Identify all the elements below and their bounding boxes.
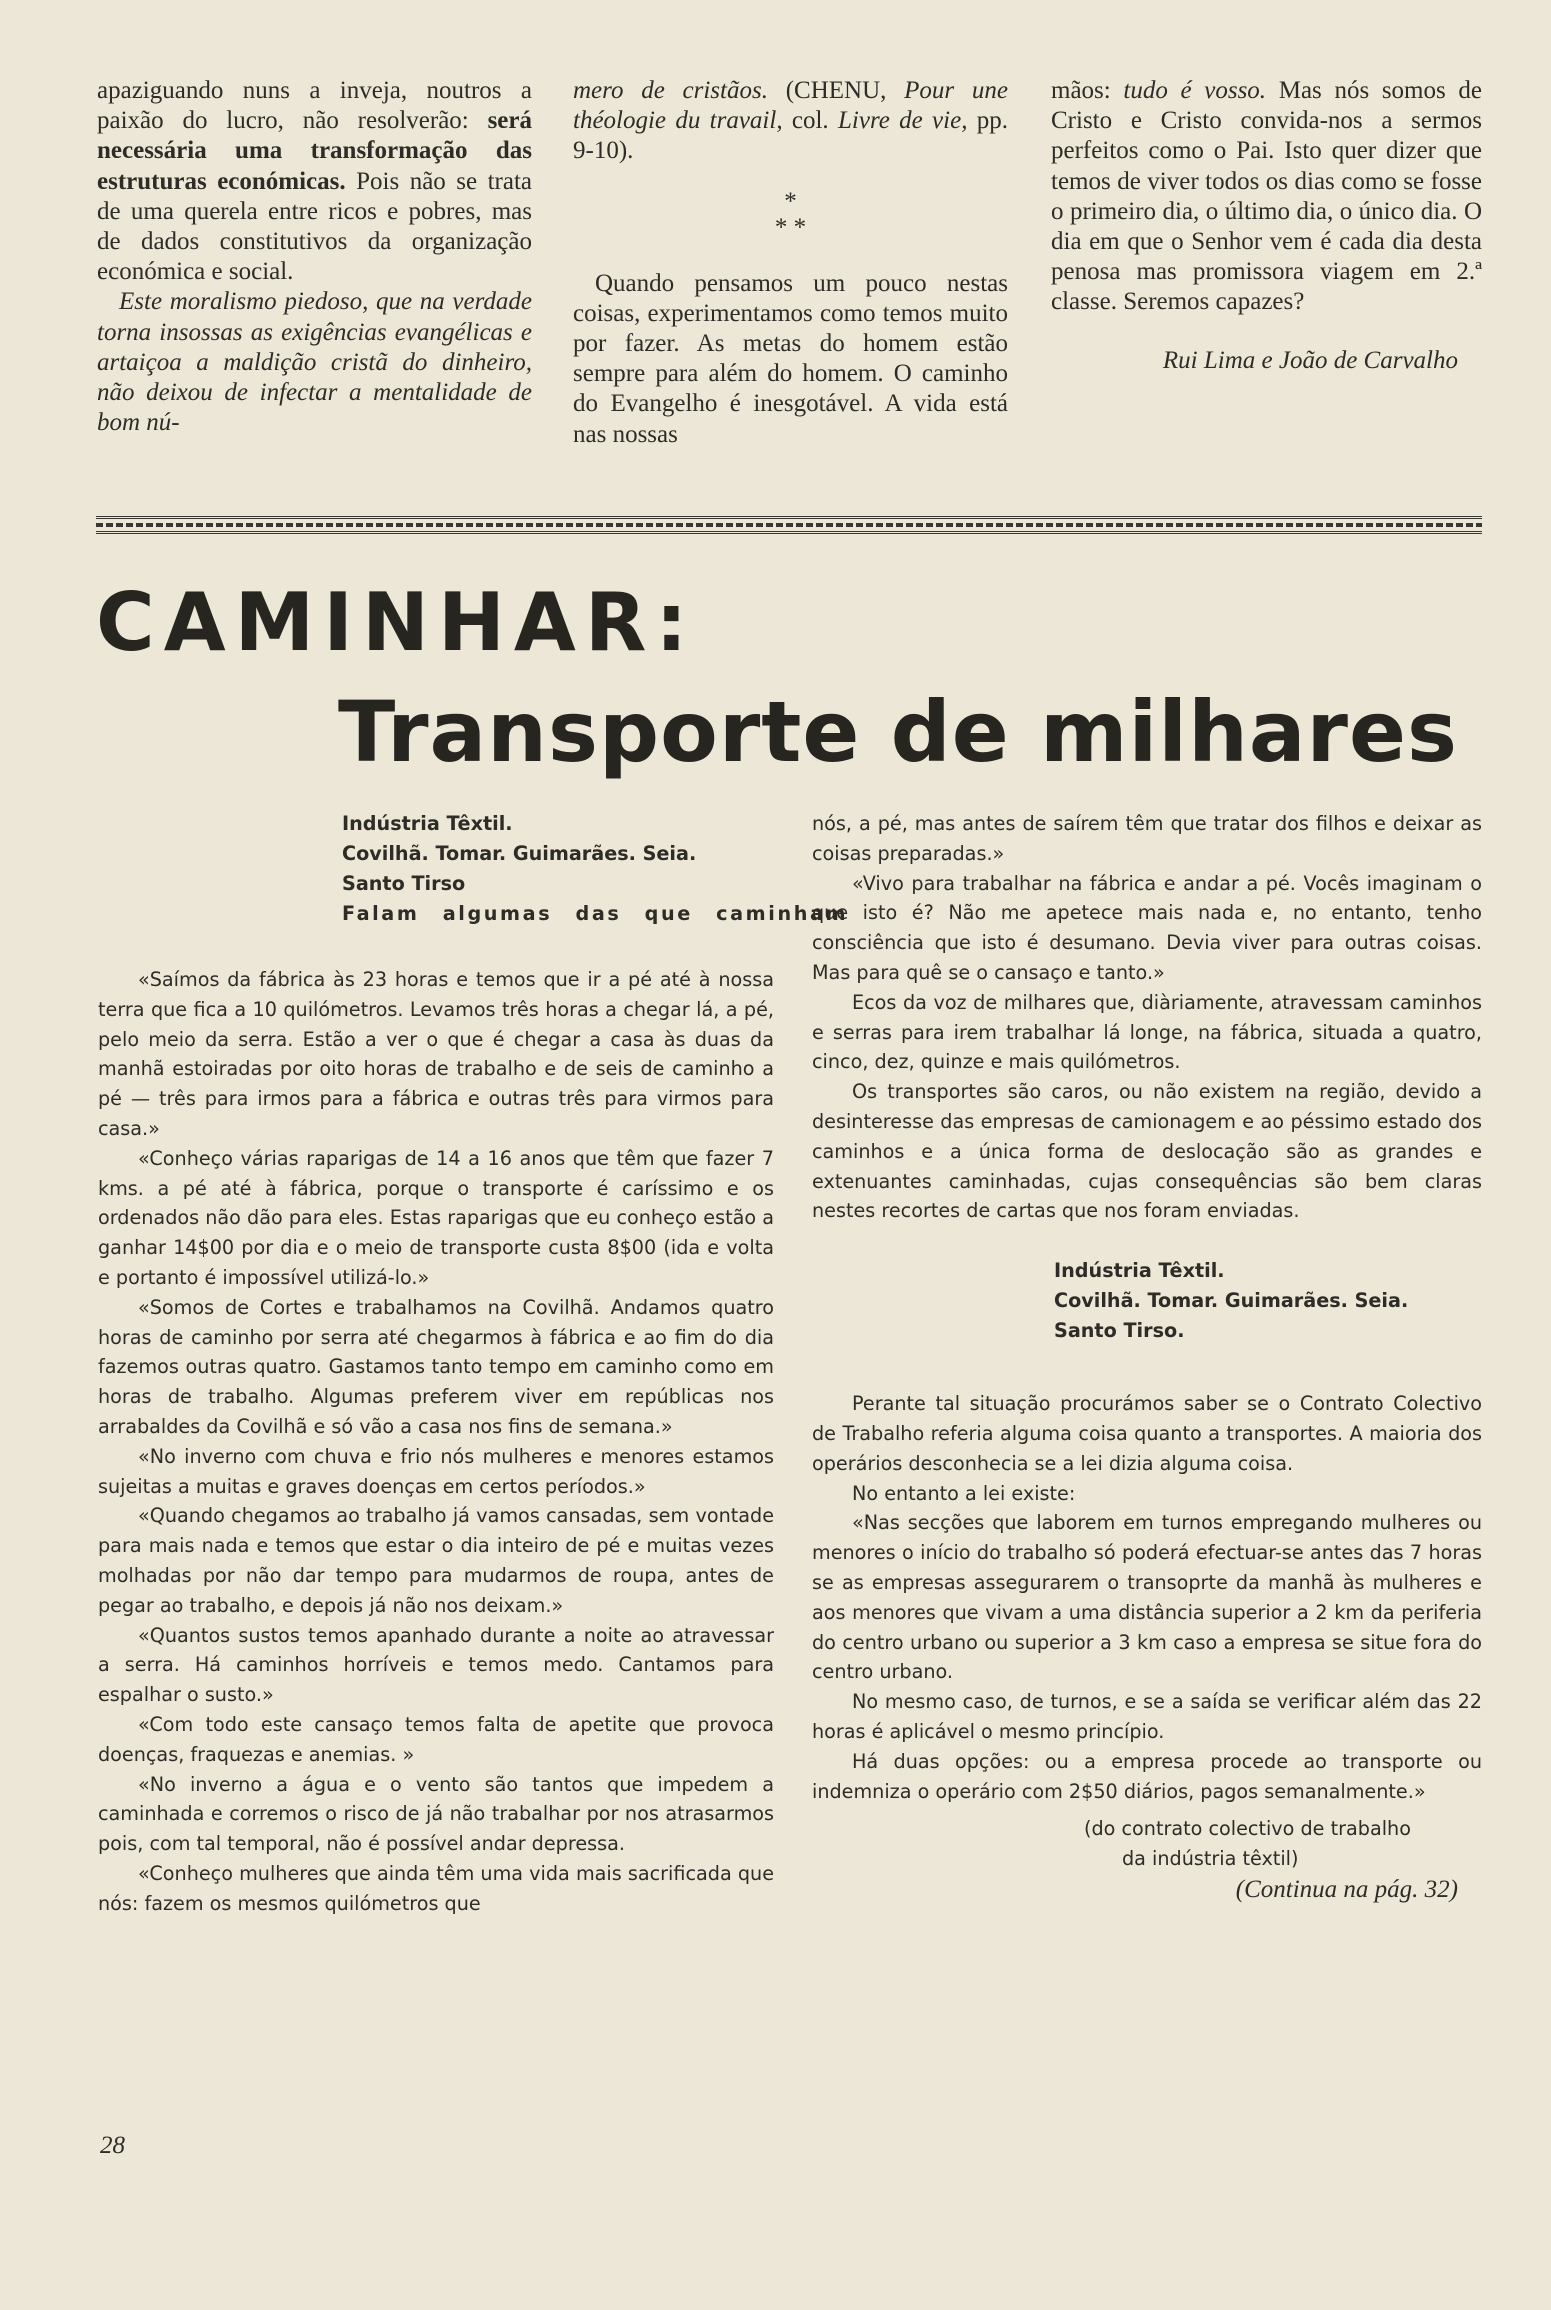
testimony-paragraph: «Vivo para trabalhar na fábrica e andar a pé. Vocês imaginam o que isto é? Não me apetece mais nada e, no entanto, tenho consciência que isto é desumano. Devia viver para outras coisas. Mas para quê se o cansaço e tanto.»	[812, 871, 1482, 984]
testimony-paragraph: nós, a pé, mas antes de saírem têm que tratar dos filhos e deixar as coisas preparadas.»	[812, 812, 1482, 865]
testimony-paragraph: «No inverno com chuva e frio nós mulheres e menores estamos sujeitas a muitas e graves doenças em certos períodos.»	[98, 1444, 774, 1498]
previous-article-paragraph	[97, 287, 532, 438]
heading-line: Falam algumas das que caminham	[342, 902, 849, 925]
previous-article-paragraph	[1051, 76, 1482, 318]
page-number: 28	[100, 2132, 125, 2159]
source-line: (do contrato colectivo de trabalho	[1084, 1817, 1411, 1841]
text-run: Mas nós somos de Cristo e Cristo convida-nos a sermos perfeitos como o Pai. Isto quer dizer que temos de viver todos os dias como se fosse o primeiro dia, o último dia, o único dia. O dia em que o Senhor vem é cada dia desta penosa mas promissora viagem em 2.ª classe. Seremos capazes?	[1051, 77, 1482, 316]
previous-article-column-3	[1051, 76, 1482, 376]
article-paragraph: No entanto a lei existe:	[852, 1481, 1076, 1505]
text-run: mãos:	[1051, 77, 1124, 104]
article-paragraph: Ecos da voz de milhares que, diàriamente, atravessam caminhos e serras para irem trabalhar lá longe, na fábrica, situada a quatro, cinco, dez, quinze e mais quilómetros.	[812, 990, 1482, 1074]
testimony-paragraph: «Quantos sustos temos apanhado durante a noite ao atravessar a serra. Há caminhos horríveis e temos medo. Cantamos para espalhar o susto.»	[98, 1623, 774, 1707]
article-heading-block	[1054, 1256, 1482, 1346]
bold-text-run: será necessária uma transformação das estruturas económicas.	[97, 107, 532, 195]
italic-text-run: mero de cristãos.	[573, 77, 768, 104]
continued-on-page-note: (Continua na pág. 32)	[1235, 1875, 1458, 1903]
asterisk-line: *	[784, 187, 797, 215]
source-citation	[812, 1814, 1482, 1874]
previous-article-paragraph	[97, 76, 532, 287]
law-quote-paragraph: «Nas secções que laborem em turnos empregando mulheres ou menores o início do trabalho só poderá efectuar-se antes das 7 horas se as empresas assegurarem o transoprte da manhã às mulheres e aos menores que vivam a uma distância superior a 2 km da periferia do centro urbano ou superior a 3 km caso a empresa se situe fora do centro urbano.	[812, 1511, 1482, 1684]
previous-article-paragraph: Quando pensamos um pouco nestas coisas, experimentamos como temos muito por fazer. As metas do homem estão sempre para além do homem. O caminho do Evangelho é inesgotável. A vida está nas nossas	[573, 269, 1008, 448]
testimony-paragraph: «Conheço várias raparigas de 14 a 16 anos que têm que fazer 7 kms. a pé até à fábrica, porque o transporte é caríssimo e os ordenados não dão para eles. Estas raparigas que eu conheço estão a ganhar 14$00 por dia e o meio de transporte custa 8$00 (ida e volta e portanto é impossível utilizá-lo.»	[98, 1146, 774, 1289]
text-run: Pois não se trata de uma querela entre ricos e pobres, mas de dados constitutivos da organização económica e social.	[97, 167, 532, 286]
article-title: CAMINHAR:	[96, 576, 697, 669]
chenu-citation	[573, 76, 1008, 167]
text-run: apaziguando nuns a inveja, noutros a paixão do lucro, não resolverão:	[97, 77, 532, 135]
testimony-paragraph: «No inverno a água e o vento são tantos que impedem a caminhada e corremos o risco de já não trabalhar por nos atrasarmos pois, com tal temporal, não é possível andar depressa.	[98, 1772, 774, 1856]
previous-article-column-1	[97, 76, 532, 438]
article-column-2	[812, 809, 1482, 1906]
testimony-paragraph: «Quando chegamos ao trabalho já vamos cansadas, sem vontade para mais nada e temos que estar o dia inteiro de pé e muitas vezes molhadas por não dar tempo para mudarmos de roupa, antes de pegar ao trabalho, e depois já não nos deixam.»	[98, 1504, 774, 1617]
article-column-1	[98, 809, 849, 1919]
article-heading-block	[342, 809, 849, 929]
heading-line: Santo Tirso.	[1054, 1319, 1185, 1343]
heading-line: Covilhã. Tomar. Guimarães. Seia.	[342, 842, 697, 865]
heading-line: Covilhã. Tomar. Guimarães. Seia.	[1054, 1289, 1409, 1313]
heading-line: Indústria Têxtil.	[342, 812, 513, 835]
testimony-paragraph: «Conheço mulheres que ainda têm uma vida mais sacrificada que nós: fazem os mesmos quilómetros que	[98, 1861, 774, 1915]
source-line: da indústria têxtil)	[1122, 1847, 1299, 1871]
section-divider	[96, 516, 1482, 534]
previous-article-column-2	[573, 76, 1008, 450]
law-quote-paragraph: Há duas opções: ou a empresa procede ao transporte ou indemniza o operário com 2$50 diários, pagos semanalmente.»	[812, 1749, 1482, 1803]
text-run: (CHENU,	[767, 77, 905, 104]
author-signature: Rui Lima e João de Carvalho	[1162, 346, 1458, 374]
article-paragraph: Os transportes são caros, ou não existem na região, devido a desinteresse das empresas de camionagem e ao péssimo estado dos caminhos e a única forma de deslocação são as grandes e extenuantes caminhadas, cujas consequências são bem claras nestes recortes de cartas que nos foram enviadas.	[812, 1080, 1482, 1223]
heading-line: Santo Tirso	[342, 872, 466, 895]
article-subtitle: Transporte de milhares	[338, 683, 1458, 781]
testimony-paragraph: «Saímos da fábrica às 23 horas e temos que ir a pé até à nossa terra que fica a 10 quilómetros. Levamos três horas a chegar lá, a pé, pelo meio da serra. Estão a ver o que é chegar a casa às duas da manhã estoiradas por oito horas de trabalho e de seis de caminho a pé — três para irmos para a fábrica e outras três para virmos para casa.»	[98, 968, 774, 1140]
asterisk-line: * *	[774, 213, 807, 241]
asterism-separator	[573, 189, 1008, 241]
article-paragraph: Perante tal situação procurámos saber se o Contrato Colectivo de Trabalho referia alguma coisa quanto a transportes. A maioria dos operários desconhecia se a lei dizia alguma coisa.	[812, 1392, 1482, 1475]
heading-line: Indústria Têxtil.	[1054, 1259, 1225, 1283]
text-run: col.	[782, 107, 838, 135]
text-run: pp. 9-10).	[573, 107, 1009, 165]
italic-text-run: Este moralismo piedoso, que na verdade torna insossas as exigências evangélicas e artaiçoa a maldição cristã do dinheiro, não deixou de infectar a mentalidade de bom nú-	[97, 288, 532, 437]
law-quote-paragraph: No mesmo caso, de turnos, e se a saída se verificar além das 22 horas é aplicável o mesmo princípio.	[812, 1690, 1482, 1743]
italic-text-run: Livre de vie,	[838, 107, 968, 135]
italic-text-run: tudo é vosso.	[1123, 77, 1267, 104]
testimony-paragraph: «Somos de Cortes e trabalhamos na Covilhã. Andamos quatro horas de caminho por serra até chegarmos à fábrica e ao fim do dia fazemos outras quatro. Gastamos tanto tempo em caminho como em horas de trabalho. Algumas preferem viver em repúblicas nos arrabaldes da Covilhã e só vão a casa nos fins de semana.»	[98, 1295, 774, 1438]
testimony-paragraph: «Com todo este cansaço temos falta de apetite que provoca doenças, fraquezas e anemias. »	[98, 1712, 774, 1766]
italic-text-run: Pour une théologie du travail,	[573, 77, 1008, 135]
